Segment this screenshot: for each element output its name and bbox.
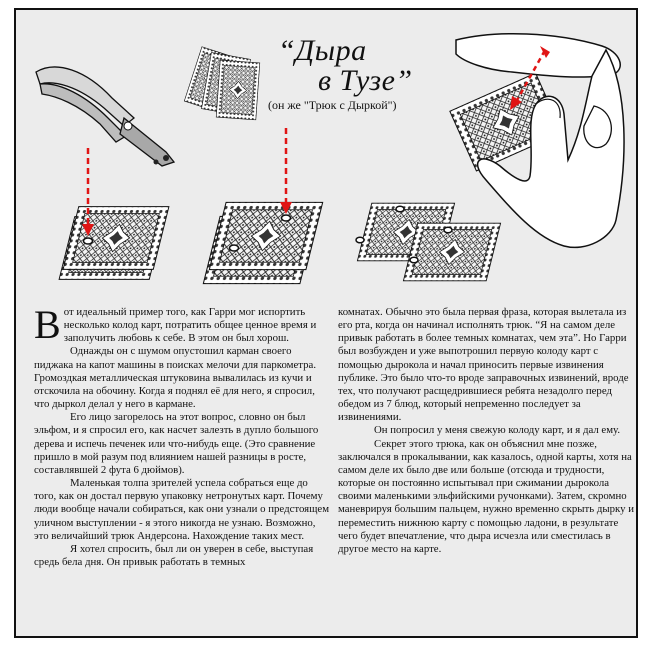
page-frame — [14, 8, 638, 638]
paragraph: Его лицо загорелось на этот вопрос, словно он был эльфом, и я спросил его, как насчет залезть в дупло большого дерева и испечь печенек или что-нибудь еще. (Это сравнение пришло в мой разум под влиянием нашей разницы в росте, составлявшей 2 фута 6 дюймов). — [34, 411, 319, 476]
fanned-cards-icon — [184, 47, 259, 120]
card-stack-3 — [356, 203, 501, 281]
title-line-2: в Тузе” — [318, 64, 413, 97]
page-title — [278, 36, 413, 96]
paragraph: комнатах. Обычно это была первая фраза, которая вылетала из его рта, когда он начинал исполнять трюк. “Я на самом деле привык работать в более темных комнатах, чем эта”. Но Гарри был возбужден и уже выпотрошил первую колоду карт с помощью дырокола и начал приносить первые извинения публике. Это было что-то вроде заправочных извинений, вроде тех, что получают расщедрившиеся ребята незадолго перед обедом из 7 блюд, который непременно последует за извинениями. — [338, 306, 629, 424]
page-subtitle: (он же "Трюк с Дыркой") — [268, 98, 397, 112]
paragraph: Вот идеальный пример того, как Гарри мог испортить несколько колод карт, потратить общее ценное время и заполучить любовь к себе. В этом он был хорош. — [34, 302, 317, 347]
paragraph: Я хотел спросить, был ли он уверен в себе, выступая средь бела дня. Он привык работать в темных — [34, 542, 314, 568]
title-line-1: “Дыра — [278, 34, 367, 67]
paragraph: Секрет этого трюка, как он объяснил мне позже, заключался в прокалывании, как казалось, одной карты, хотя на самом деле их было две или больше (отсюда и трудности, которые он постоянно испытывал при сжимании дырокола своими маленькими эльфийскими ручонками). Затем, скромно маневрируя большим пальцем, нужно временно скрыть дырку и переместить нижнюю карту с помощью ладони, в результате чего будет впечатление, что дыра исчезла или сместилась в другое место на карте. — [338, 437, 634, 555]
paragraph: Маленькая толпа зрителей успела собраться еще до того, как он достал первую упаковку нетронутых карт. Почему люди вообще начали собираться, как они узнали о предстоящем уличном выступлении - я этого никогда не узнаю. Возможно, это величайший трюк Андерсона. Нахождение таких мест. — [34, 477, 330, 542]
hand-icon — [450, 34, 624, 248]
hole-punch-icon — [36, 67, 174, 166]
article-column-left — [34, 302, 330, 569]
article-column-right — [338, 306, 638, 556]
card-stack-1 — [59, 148, 169, 279]
paragraph: Он попросил у меня свежую колоду карт, и я дал ему. — [374, 424, 621, 437]
paragraph: Однажды он с шумом опустошил карман своего пиджака на капот машины в поисках мелочи для паркометра. Громоздкая металлическая штуковина вывалилась из кучи и отскочила на обочину. Когда я поднял её для него, я спросил, что дыркол делал у него в кармане. — [34, 345, 317, 411]
card-stack-2 — [203, 128, 322, 284]
drop-cap: В — [34, 302, 61, 347]
